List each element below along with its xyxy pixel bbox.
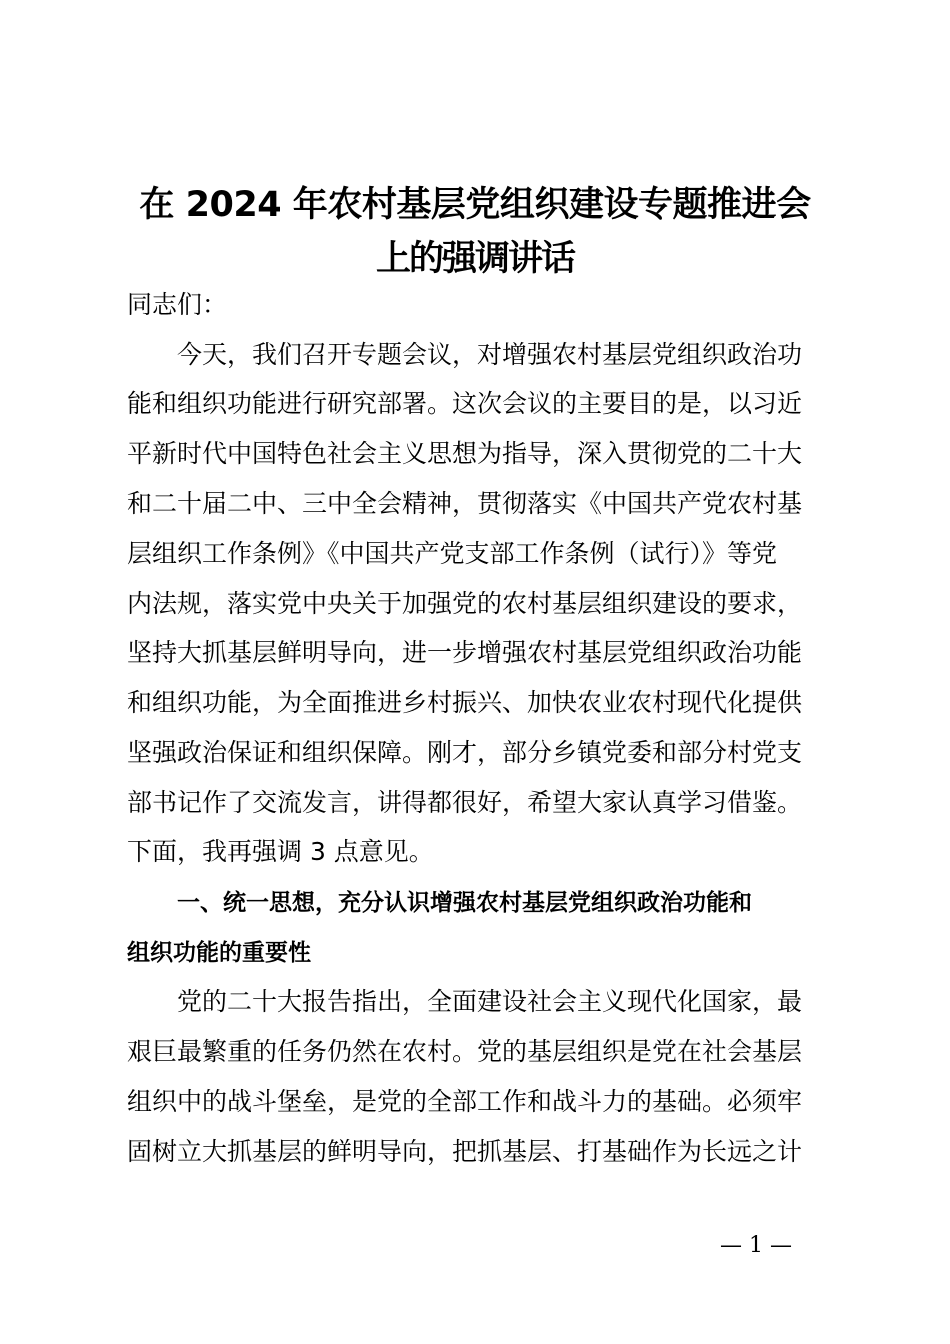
paragraph-1-line-4: 和二十届二中、三中全会精神，贯彻落实《中国共产党农村基 (127, 489, 803, 518)
paragraph-1-line-3: 平新时代中国特色社会主义思想为指导，深入贯彻党的二十大 (127, 439, 803, 468)
paragraph-2-line-1: 党的二十大报告指出，全面建设社会主义现代化国家，最 (177, 987, 803, 1016)
section-heading-1-line-1: 一、统一思想，充分认识增强农村基层党组织政治功能和 (177, 890, 752, 916)
paragraph-1-line-11: 下面，我再强调 3 点意见。 (127, 837, 434, 866)
title-line-2: 上的强调讲话 (375, 239, 574, 279)
paragraph-1-line-6: 内法规，落实党中央关于加强党的农村基层组织建设的要求， (127, 589, 803, 618)
page-number: — 1 — (720, 1233, 792, 1258)
title-line-1: 在 2024 年农村基层党组织建设专题推进会 (139, 185, 811, 225)
paragraph-1-line-7: 坚持大抓基层鲜明导向，进一步增强农村基层党组织政治功能 (127, 638, 803, 667)
section-heading-1-line-2: 组织功能的重要性 (127, 940, 311, 966)
salutation: 同志们： (127, 290, 228, 319)
paragraph-1-line-9: 坚强政治保证和组织保障。刚才，部分乡镇党委和部分村党支 (127, 738, 803, 767)
paragraph-2-line-4: 固树立大抓基层的鲜明导向，把抓基层、打基础作为长远之计 (127, 1137, 803, 1166)
paragraph-1-line-5: 层组织工作条例》《中国共产党支部工作条例（试行）》等党 (127, 539, 778, 568)
paragraph-2-line-3: 组织中的战斗堡垒，是党的全部工作和战斗力的基础。必须牢 (127, 1087, 803, 1116)
document-title (100, 178, 850, 286)
paragraph-1-line-1: 今天，我们召开专题会议，对增强农村基层党组织政治功 (177, 340, 803, 369)
paragraph-1-line-10: 部书记作了交流发言，讲得都很好，希望大家认真学习借鉴。 (127, 788, 803, 817)
paragraph-1-line-8: 和组织功能，为全面推进乡村振兴、加快农业农村现代化提供 (127, 688, 803, 717)
paragraph-1-line-2: 能和组织功能进行研究部署。这次会议的主要目的是，以习近 (127, 389, 803, 418)
paragraph-2-line-2: 艰巨最繁重的任务仍然在农村。党的基层组织是党在社会基层 (127, 1037, 803, 1066)
